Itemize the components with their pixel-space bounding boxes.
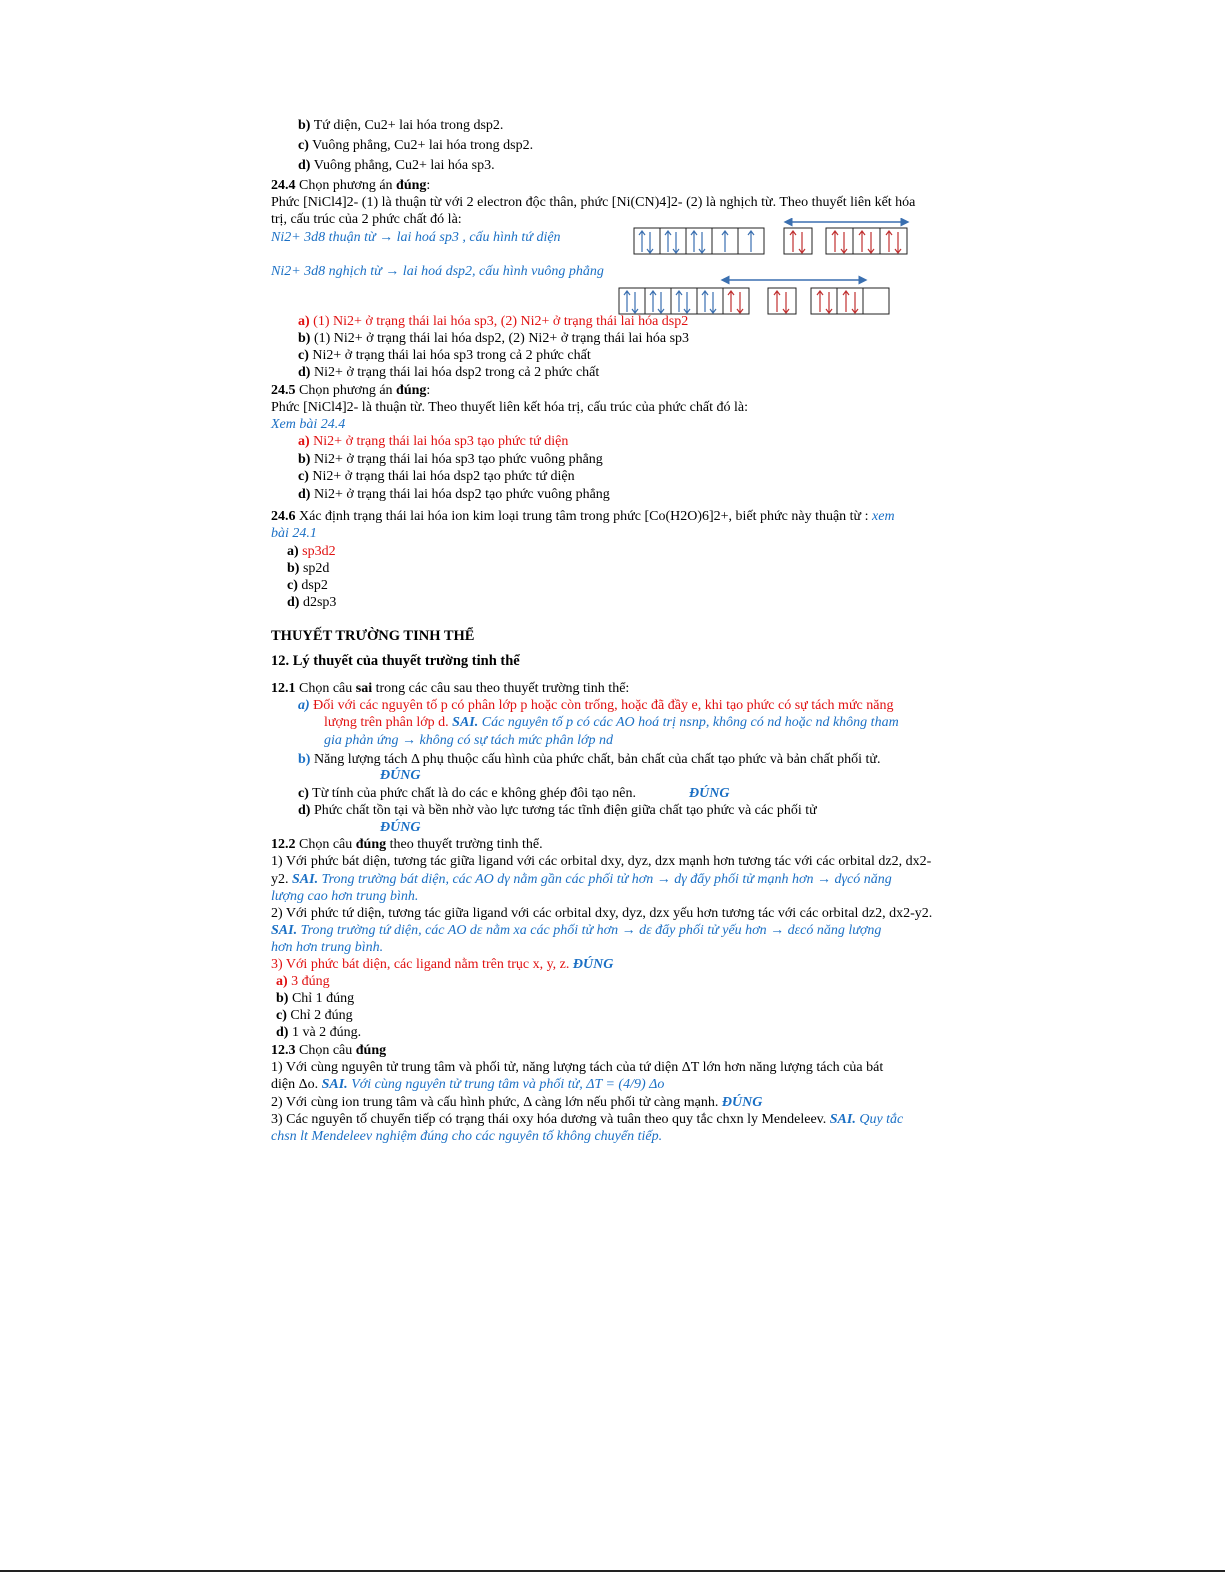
- q12-2-option-d-text: 1 và 2 đúng.: [291, 1025, 362, 1040]
- q24-5-option-b-text: Ni2+ ở trạng thái lai hóa sp3 tạo phức vuông phẳng: [313, 452, 603, 467]
- q12-2-statement-1b: [271, 871, 892, 888]
- q12-2-number: 12.2: [271, 837, 296, 852]
- q12-1-option-a-line2: [324, 714, 899, 731]
- subsection-title: 12. Lý thuyết của thuyết trường tinh thể: [271, 653, 520, 669]
- q24-4-option-b-text: (1) Ni2+ ở trạng thái lai hóa dsp2, (2) Ni2+ ở trạng thái lai hóa sp3: [313, 331, 690, 346]
- q23-option-d: d) Vuông phẳng, Cu2+ lai hóa sp3.: [298, 158, 495, 173]
- q24-6-stem: [271, 508, 895, 525]
- q12-1-option-c: c) Từ tính của phức chất là do các e không ghép đôi tạo nên.: [298, 786, 636, 801]
- q24-5-option-a-text: Ni2+ ở trạng thái lai hóa sp3 tạo phức tứ diện: [313, 434, 569, 449]
- q24-4-option-d: d) Ni2+ ở trạng thái lai hóa dsp2 trong cả 2 phức chất: [298, 365, 600, 380]
- q12-2-s1-pre: y2.: [271, 872, 289, 887]
- q23-option-d-text: Vuông phẳng, Cu2+ lai hóa sp3.: [313, 158, 495, 173]
- q23-option-c: c) Vuông phẳng, Cu2+ lai hóa trong dsp2.: [298, 138, 534, 153]
- q24-5-bold-word: đúng: [396, 383, 427, 398]
- q12-3-statement-3: [271, 1111, 903, 1128]
- d-orbital-boxes: [634, 228, 764, 254]
- q24-6-option-b: b) sp2d: [287, 561, 330, 576]
- q24-4-note-square-planar: Ni2+ 3d8 nghịch từ → lai hoá dsp2, cấu hình vuông phẳng: [271, 264, 604, 279]
- q24-4-stem-line2: trị, cấu trúc của 2 phức chất đó là:: [271, 212, 462, 227]
- q24-6-option-c-text: dsp2: [301, 578, 328, 593]
- q24-6-text: Xác định trạng thái lai hóa ion kim loại trung tâm trong phức [Co(H2O)6]2+, biết phức này thuận từ :: [299, 509, 869, 524]
- q12-2-stem-post: theo thuyết trường tinh thể.: [389, 837, 543, 852]
- q24-4-heading: 24.4 Chọn phương án đúng:: [271, 178, 431, 193]
- q12-2-statement-2b: [271, 922, 881, 939]
- q12-2-stem-pre: Chọn câu: [299, 837, 353, 852]
- q23-option-b-text: Tứ diện, Cu2+ lai hóa trong dsp2.: [313, 118, 504, 133]
- q12-3-s2-verdict: ĐÚNG: [721, 1095, 763, 1110]
- q12-1-option-a-line3: gia phản ứng → không có sự tách mức phân lớp nd: [324, 733, 613, 748]
- q12-2-s2-verdict: SAI.: [271, 923, 298, 938]
- q12-1-number: 12.1: [271, 681, 296, 696]
- q12-1-option-d-text: Phức chất tồn tại và bền nhờ vào lực tương tác tĩnh điện giữa chất tạo phức và các phối tử: [313, 803, 817, 818]
- q12-2-option-a: a) 3 đúng: [276, 974, 330, 989]
- q24-4-option-b: b) (1) Ni2+ ở trạng thái lai hóa dsp2, (2) Ni2+ ở trạng thái lai hóa sp3: [298, 331, 690, 346]
- p-orbital-boxes: [826, 228, 907, 254]
- q24-6-number: 24.6: [271, 509, 296, 524]
- q12-3-s1-explain: Với cùng nguyên tử trung tâm và phối tử, ΔT = (4/9) Δo: [351, 1077, 665, 1092]
- q12-1-option-d: d) Phức chất tồn tại và bền nhờ vào lực tương tác tĩnh điện giữa chất tạo phức và các phối tử: [298, 803, 817, 818]
- q24-4-number: 24.4: [271, 178, 296, 193]
- q24-4-bold-word: đúng: [396, 178, 427, 193]
- q12-2-statement-3: [271, 956, 613, 973]
- q24-5-option-b: b) Ni2+ ở trạng thái lai hóa sp3 tạo phức vuông phẳng: [298, 452, 603, 467]
- q12-3-number: 12.3: [271, 1043, 296, 1058]
- q12-2-stem-bold: đúng: [355, 837, 387, 852]
- q24-6-option-d-text: d2sp3: [302, 595, 337, 610]
- q24-4-option-a-text: (1) Ni2+ ở trạng thái lai hóa sp3, (2) Ni2+ ở trạng thái lai hóa dsp2: [313, 314, 689, 329]
- orbital-diagram-sp3: [630, 218, 920, 258]
- q12-3-statement-1: 1) Với cùng nguyên tử trung tâm và phối tử, năng lượng tách của tứ diện ΔT lớn hơn năng lượng tách của bát: [271, 1060, 884, 1075]
- q12-1-stem-bold: sai: [355, 681, 373, 696]
- q24-4-option-a: a) (1) Ni2+ ở trạng thái lai hóa sp3, (2) Ni2+ ở trạng thái lai hóa dsp2: [298, 314, 689, 329]
- q12-2-s1-explain: Trong trường bát diện, các AO dγ nằm gần các phối tử hơn → dγ đẩy phối tử mạnh hơn → dγcó năng: [321, 872, 892, 887]
- q24-6-option-d: d) d2sp3: [287, 595, 337, 610]
- section-title: THUYẾT TRƯỜNG TINH THỂ: [271, 628, 475, 644]
- q24-5-note: Xem bài 24.4: [271, 417, 346, 432]
- q24-6-option-b-text: sp2d: [302, 561, 330, 576]
- s-orbital-box-2: [768, 288, 796, 314]
- q12-1-option-d-verdict: ĐÚNG: [380, 820, 421, 835]
- q12-2-statement-2: 2) Với phức tứ diện, tương tác giữa ligand với các orbital dxy, dyz, dzx yếu hơn tương tác với các orbital dz2, dx2-y2.: [271, 906, 933, 921]
- q24-6-note-a: xem: [872, 509, 895, 524]
- q24-5-option-c: c) Ni2+ ở trạng thái lai hóa dsp2 tạo phức tứ diện: [298, 469, 575, 484]
- q24-4-stem-line1: Phức [NiCl4]2- (1) là thuận từ với 2 electron độc thân, phức [Ni(CN)4]2- (2) là nghịch từ. Theo thuyết liên kết hóa: [271, 195, 916, 210]
- q12-2-s1-verdict: SAI.: [292, 872, 319, 887]
- q12-1-option-c-verdict: ĐÚNG: [689, 786, 730, 801]
- q24-5-stem: Phức [NiCl4]2- là thuận từ. Theo thuyết liên kết hóa trị, cấu trúc của phức chất đó là:: [271, 400, 748, 415]
- q24-4-option-c: c) Ni2+ ở trạng thái lai hóa sp3 trong cả 2 phức chất: [298, 348, 591, 363]
- q12-2-s3-text: 3) Với phức bát diện, các ligand nằm trên trục x, y, z.: [271, 957, 570, 972]
- q23-option-b: b) Tứ diện, Cu2+ lai hóa trong dsp2.: [298, 118, 504, 133]
- q12-1-option-c-text: Từ tính của phức chất là do các e không ghép đôi tạo nên.: [312, 786, 636, 801]
- q12-1-option-a-text1: Đối với các nguyên tố p có phân lớp p hoặc còn trống, hoặc đã đầy e, khi tạo phức có sự tách mức năng: [313, 698, 894, 713]
- q12-1-option-b-text: Năng lượng tách Δ phụ thuộc cấu hình của phức chất, bản chất của chất tạo phức và bản chất phối tử.: [313, 752, 881, 767]
- q24-6-option-a: a) sp3d2: [287, 544, 336, 559]
- q12-2-option-a-text: 3 đúng: [291, 974, 330, 989]
- q12-2-statement-1: 1) Với phức bát diện, tương tác giữa ligand với các orbital dxy, dyz, dzx mạnh hơn tương tác với các orbital dz2, dx2-: [271, 854, 932, 869]
- s-orbital-box: [784, 228, 812, 254]
- q12-2-statement-1c: lượng cao hơn trung bình.: [271, 889, 419, 904]
- q12-1-option-b-verdict: ĐÚNG: [380, 768, 421, 783]
- q12-3-s3-text: 3) Các nguyên tố chuyển tiếp có trạng thái oxy hóa dương và tuân theo quy tắc chxn ly Mendeleev.: [271, 1112, 827, 1127]
- q24-6-note-b: bài 24.1: [271, 526, 317, 541]
- q12-2-option-d: d) 1 và 2 đúng.: [276, 1025, 362, 1040]
- q12-2-s2-explain: Trong trường tứ diện, các AO dε nằm xa các phối tử hơn → dε đẩy phối tử yếu hơn → dεcó năng lượng: [300, 923, 882, 938]
- q24-6-option-c: c) dsp2: [287, 578, 328, 593]
- q24-4-option-d-text: Ni2+ ở trạng thái lai hóa dsp2 trong cả 2 phức chất: [313, 365, 600, 380]
- q12-3-statement-2: [271, 1094, 762, 1111]
- q24-4-note-tetrahedral: Ni2+ 3d8 thuận từ → lai hoá sp3 , cấu hình tứ diện: [271, 230, 561, 245]
- q12-3-statement-1b: [271, 1076, 664, 1093]
- q23-option-c-text: Vuông phẳng, Cu2+ lai hóa trong dsp2.: [312, 138, 534, 153]
- q24-5-option-a: a) Ni2+ ở trạng thái lai hóa sp3 tạo phức tứ diện: [298, 434, 569, 449]
- q24-4-option-c-text: Ni2+ ở trạng thái lai hóa sp3 trong cả 2 phức chất: [312, 348, 591, 363]
- q24-5-option-d-text: Ni2+ ở trạng thái lai hóa dsp2 tạo phức vuông phẳng: [313, 487, 610, 502]
- q12-2-option-c: c) Chỉ 2 đúng: [276, 1008, 353, 1023]
- q12-2-heading: [271, 836, 543, 853]
- q12-3-s1-verdict: SAI.: [321, 1077, 348, 1092]
- q24-6-option-a-text: sp3d2: [302, 544, 336, 559]
- q12-1-option-a-text2: lượng trên phân lớp d.: [324, 715, 449, 730]
- q12-3-stem-bold: đúng: [355, 1043, 387, 1058]
- page-bottom-rule: [0, 1570, 1225, 1572]
- q24-5-number: 24.5: [271, 383, 296, 398]
- q12-1-heading: [271, 680, 629, 697]
- q12-3-statement-3b: chsn lt Mendeleev nghiệm đúng cho các nguyên tố không chuyển tiếp.: [271, 1129, 663, 1144]
- q12-3-stem-pre: Chọn câu: [299, 1043, 353, 1058]
- q12-1-option-a-explain: Các nguyên tố p có các AO hoá trị nsnp, không có nd hoặc nd không tham: [481, 715, 899, 730]
- q12-1-stem-post: trong các câu sau theo thuyết trường tinh thể:: [375, 681, 630, 696]
- q12-2-option-b-text: Chỉ 1 đúng: [291, 991, 355, 1006]
- q12-3-heading: [271, 1042, 386, 1059]
- q12-2-option-b: b) Chỉ 1 đúng: [276, 991, 355, 1006]
- q12-3-s1-pre: diện Δo.: [271, 1077, 319, 1092]
- q24-5-option-c-text: Ni2+ ở trạng thái lai hóa dsp2 tạo phức tứ diện: [312, 469, 575, 484]
- p-orbital-boxes-2: [811, 288, 889, 314]
- q12-2-s3-verdict: ĐÚNG: [572, 957, 614, 972]
- q12-1-option-a-verdict: SAI.: [452, 715, 479, 730]
- q12-1-option-b: b) Năng lượng tách Δ phụ thuộc cấu hình của phức chất, bản chất của chất tạo phức và bản chất phối tử.: [298, 752, 881, 767]
- q24-5-heading: 24.5 Chọn phương án đúng:: [271, 383, 431, 398]
- q12-2-option-c-text: Chỉ 2 đúng: [290, 1008, 353, 1023]
- q24-5-prompt: Chọn phương án: [299, 383, 393, 398]
- q12-3-s2-text: 2) Với cùng ion trung tâm và cấu hình phức, Δ càng lớn nếu phối tử càng mạnh.: [271, 1095, 719, 1110]
- q12-1-stem-pre: Chọn câu: [299, 681, 353, 696]
- d-orbital-boxes-2: [619, 288, 749, 314]
- q24-5-option-d: d) Ni2+ ở trạng thái lai hóa dsp2 tạo phức vuông phẳng: [298, 487, 610, 502]
- q12-1-option-a-line1: a) Đối với các nguyên tố p có phân lớp p hoặc còn trống, hoặc đã đầy e, khi tạo phức có sự tách mức năng: [298, 698, 894, 713]
- q12-3-s3-explain: Quy tắc: [859, 1112, 904, 1127]
- q24-4-prompt: Chọn phương án: [299, 178, 393, 193]
- q12-2-statement-2c: hơn hơn trung bình.: [271, 940, 384, 955]
- q12-3-s3-verdict: SAI.: [829, 1112, 856, 1127]
